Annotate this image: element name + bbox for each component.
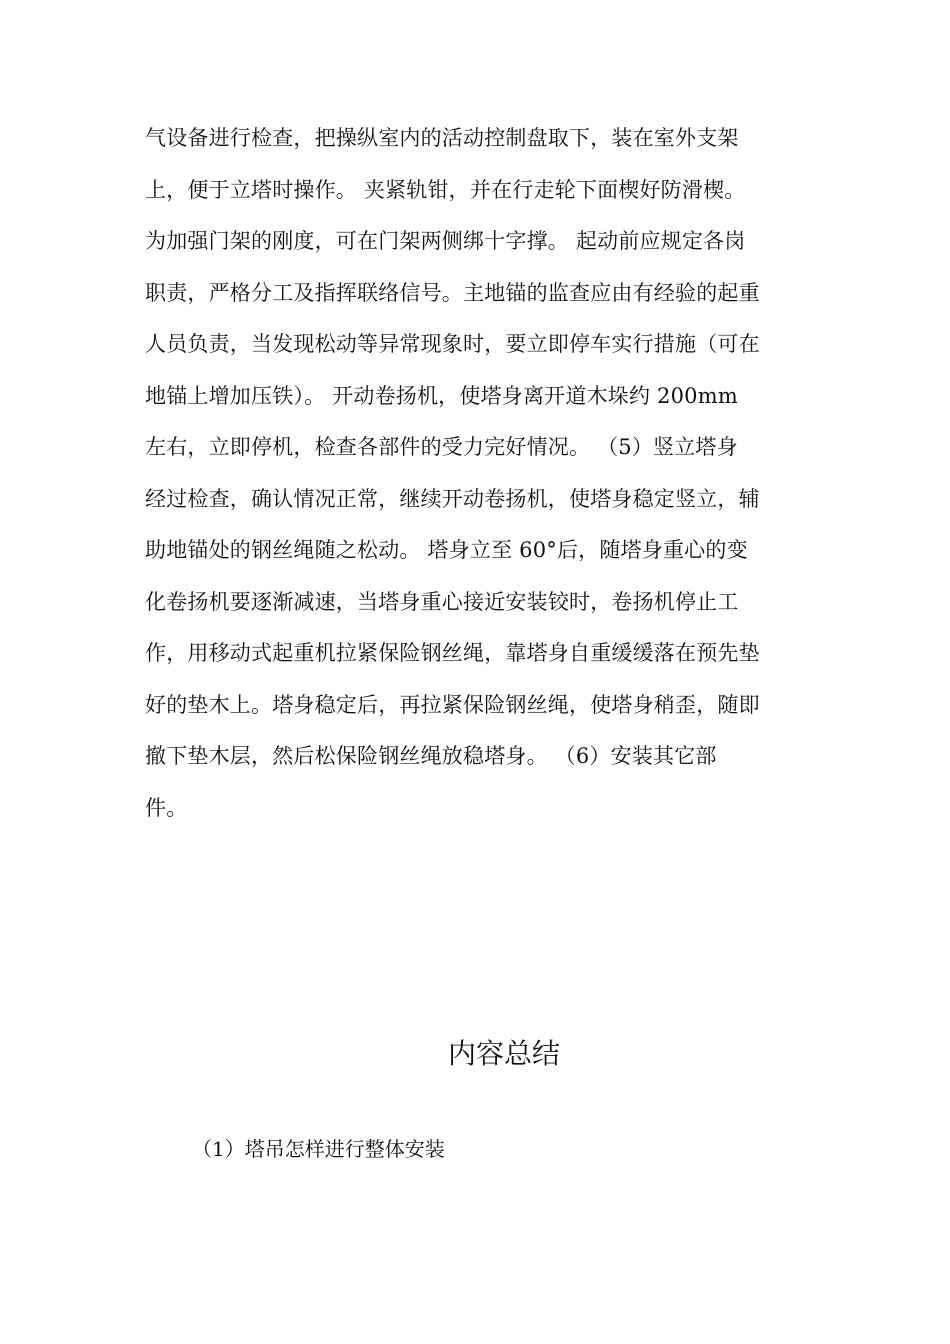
body-text [145,118,805,839]
summary-title: 内容总结 [447,1037,560,1070]
body-line: 上，便于立塔时操作。 夹紧轨钳，并在行走轮下面楔好防滑楔。 [145,177,746,202]
body-line: 好的垫木上。塔身稳定后，再拉紧保险钢丝绳，使塔身稍歪，随即 [145,692,760,717]
body-line: 地锚上增加压铁）。 开动卷扬机，使塔身离开道木垛约 200mm [145,383,738,408]
body-line: 经过检查，确认情况正常，继续开动卷扬机，使塔身稳定竖立，辅 [145,486,760,511]
body-line: 人员负责，当发现松动等异常现象时，要立即停车实行措施（可在 [145,332,760,356]
body-line: 气设备进行检查，把操纵室内的活动控制盘取下，装在室外支架 [145,126,739,150]
body-line: 化卷扬机要逐渐减速，当塔身重心接近安装铰时，卷扬机停止工 [145,589,739,614]
body-line: 为加强门架的刚度，可在门架两侧绑十字撑。 起动前应规定各岗 [145,229,746,253]
body-line: 助地锚处的钢丝绳随之松动。 塔身立至 60°后，随塔身重心的变 [145,538,748,562]
body-line: 左右，立即停机，检查各部件的受力完好情况。 （5）竖立塔身 [145,435,738,459]
body-line: 职责，严格分工及指挥联络信号。主地锚的监查应由有经验的起重 [145,280,760,305]
body-line: 件。 [145,795,188,820]
body-line: 撤下垫木层，然后松保险钢丝绳放稳塔身。 （6）安装其它部 [145,744,717,768]
body-line: 作，用移动式起重机拉紧保险钢丝绳，靠塔身自重缓缓落在预先垫 [145,641,760,665]
summary-item: （1）塔吊怎样进行整体安装 [192,1137,445,1161]
